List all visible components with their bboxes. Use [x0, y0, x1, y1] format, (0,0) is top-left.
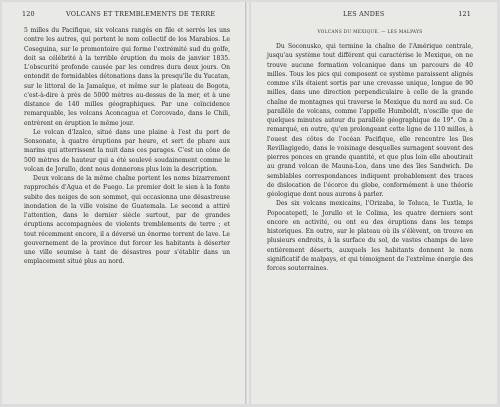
paragraph: Le volcan d'Izalco, situé dans une plaine à l'est du port de Sonsonate, à quatre éruptions par heure, et sert de phare aux marins qui atterrissent la nuit dans ces parages. C'est un cône de 500 mètres de hauteur qui a été soulevé soudainement comme le volcan de Jorullo, dont nous donnerons plus loin la description. — [24, 128, 230, 173]
left-body-text — [24, 26, 230, 267]
paragraph: Du Soconusko, qui termine la chaîne de l'Amérique centrale, jusqu'au système tout différent qui caractérise le Mexique, on ne trouve aucune formation volcanique dans un parcours de 40 milles. Tous les pics qui composent ce système paraissent alignés comme s'ils étaient sortis par une crevasse unique, longue de 90 milles, dans une direction perpendiculaire à celle de la grande chaîne de montagnes qui traverse le Mexique du nord au sud. Ce parallèle de volcans, comme l'appelle Humboldt, n'oscille que de quelques minutes autour du parallèle géographique de 19°. On a remarqué, en outre, qu'en prolongeant cette ligne de 110 milles, à l'ouest des côtes de l'océan Pacifique, elle rencontre les îles Revillagigedo, dans le voisinage desquelles surnagent souvent des pierres ponces en grande quantité, et que plus loin elle aboutirait au grand volcan de Mauna-Loa, dans une des îles Sandwich. De semblables correspondances indiquent probablement des traces de dislocation de l'écorce du globe, conformément à une théorie géologique dont nous aurons à parler. — [267, 43, 473, 198]
section-subheading: VOLCANS DU MEXIQUE. — LES MALPAYS — [317, 30, 423, 35]
left-page-number: 120 — [22, 10, 35, 18]
paragraph: Deux volcans de la même chaîne portent les noms bizarrement rapprochés d'Agua et de Fuego. Le premier doit le sien à la fonte subite des neiges de son sommet, qui occasionna une désastreuse inondation de la ville voisine de Guatemala. Le second a attiré l'attention, dans le dernier siècle surtout, par de grandes éruptions accompagnées de violents tremblements de terre ; et tout récemment encore, il a déversé un énorme torrent de lave. Le gouvernement de la province dut forcer les habitants à déserter une ville soumise à tant de désastres pour s'établir dans un emplacement situé plus au nord. — [24, 175, 230, 266]
left-page — [2, 2, 245, 404]
paragraph: 5 milles du Pacifique, six volcans rangés en file et serrés les uns contre les autres, qui portent le nom collectif de los Marabios. Le Coseguina, sur le promontoire qui forme l'extrémité sud du golfe, doit sa célébrité à la terrible éruption du mois de janvier 1835. L'obscurité profonde causée par les cendres dura deux jours. On entendit de formidables détonations dans la presqu'île du Yucatan, sur le littoral de la Jamaïque, et même sur le plateau de Bogota, c'est-à-dire à près de 5000 mètres au-dessus de la mer, et à une distance de 140 milles géographiques. Par une coïncidence remarquable, les volcans Aconcagua et Corcovado, dans le Chili, entrèrent en éruption le même jour. — [24, 27, 230, 127]
right-page-number: 121 — [458, 10, 471, 18]
paragraph: Des six volcans mexicains, l'Orizaba, le Toluca, le Tuxtla, le Popocatepetl, le Jorullo et le Colima, les quatre derniers sont encore en activité, ou ont eu des éruptions dans les temps historiques. En outre, sur le plateau où ils s'élèvent, on trouve en plusieurs endroits, à la surface du sol, de vastes champs de lave entièrement déserts, auxquels les habitants donnent le nom significatif de malpays, et qui témoignent de l'extrême énergie des forces souterraines. — [267, 200, 473, 272]
right-page — [251, 2, 497, 404]
right-running-title: LES ANDES — [343, 10, 385, 18]
right-body-text — [267, 42, 473, 273]
left-running-title: VOLCANS ET TREMBLEMENTS DE TERRE — [66, 10, 216, 18]
